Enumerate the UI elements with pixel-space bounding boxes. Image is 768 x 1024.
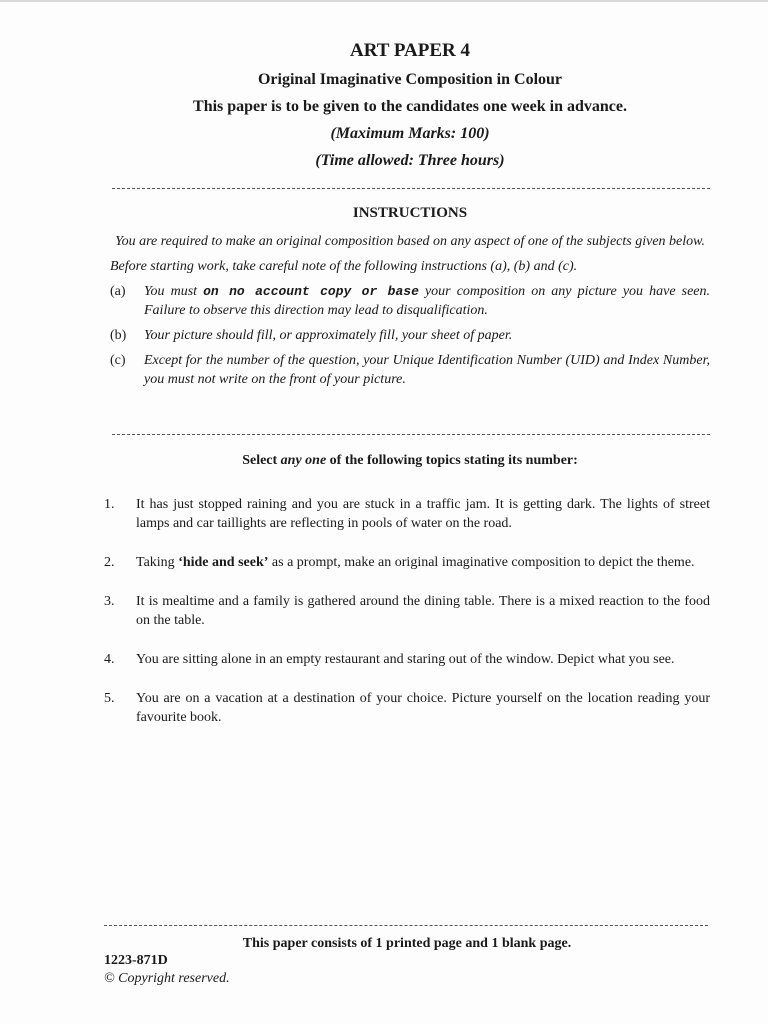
instruction-item-c	[110, 351, 710, 389]
advance-note: This paper is to be given to the candidates one week in advance.	[193, 98, 627, 115]
paper-subtitle: Original Imaginative Composition in Colour	[257, 71, 563, 88]
time-allowed: (Time allowed: Three hours)	[315, 152, 505, 169]
instructions-intro: You are required to make an original composition based on any aspect of one of the subjects given below.	[115, 234, 705, 249]
instruction-letter: (a)	[110, 284, 126, 299]
instruction-item-a	[110, 282, 710, 320]
page-top-edge	[0, 0, 768, 2]
topic-text-post: as a prompt, make an original imaginative composition to depict the theme.	[268, 555, 695, 570]
select-emphasis: any one	[280, 453, 327, 468]
topic-text	[136, 553, 710, 572]
instruction-text-pre: You must	[144, 284, 204, 299]
instruction-text: Except for the number of the question, your Unique Identification Number (UID) and Index Number, you must not write on the front of your picture.	[144, 353, 710, 387]
topic-text: You are on a vacation at a destination of your choice. Picture yourself on the location reading your favourite book.	[136, 691, 710, 725]
instructions-section	[110, 203, 710, 389]
topic-number: 1.	[104, 497, 115, 512]
select-pre: Select	[242, 453, 281, 468]
paper-header	[100, 38, 720, 174]
copyright-note: © Copyright reserved.	[104, 971, 230, 986]
topic-number: 4.	[104, 652, 115, 667]
divider-middle	[112, 434, 710, 435]
select-post: of the following topics stating its number:	[326, 453, 578, 468]
paper-code: 1223-871D	[104, 953, 168, 968]
topic-number: 5.	[104, 691, 115, 706]
instruction-text	[144, 282, 710, 320]
divider-top	[112, 188, 710, 189]
select-topic-line	[110, 451, 710, 471]
topic-item	[104, 495, 710, 533]
divider-bottom	[104, 925, 708, 926]
pages-note: This paper consists of 1 printed page and 1 blank page.	[242, 936, 572, 951]
instruction-item-b	[110, 326, 710, 345]
topic-item	[104, 689, 710, 727]
topic-text-pre: Taking	[136, 555, 179, 570]
instructions-heading: INSTRUCTIONS	[352, 205, 468, 221]
instruction-text-post: your composition on any picture you have seen. Failure to observe this direction may lead to disqualification.	[144, 284, 710, 318]
topic-text: It is mealtime and a family is gathered around the dining table. There is a mixed reaction to the food on the table.	[136, 594, 710, 628]
topic-text: It has just stopped raining and you are stuck in a traffic jam. It is getting dark. The lights of street lamps and car taillights are reflecting in pools of water on the road.	[136, 497, 710, 531]
topic-item	[104, 553, 710, 572]
instructions-before-start: Before starting work, take careful note of the following instructions (a), (b) and (c).	[110, 259, 578, 274]
instruction-text: Your picture should fill, or approximately fill, your sheet of paper.	[144, 328, 513, 343]
topic-text-emphasis: ‘hide and seek’	[178, 555, 269, 570]
instruction-text-emphasis: on no account copy or base	[203, 284, 419, 299]
topic-number: 3.	[104, 594, 115, 609]
topic-number: 2.	[104, 555, 115, 570]
topic-item	[104, 650, 710, 669]
instruction-letter: (c)	[110, 353, 126, 368]
max-marks: (Maximum Marks: 100)	[330, 125, 490, 142]
paper-title: ART PAPER 4	[349, 40, 471, 61]
topic-text: You are sitting alone in an empty restaurant and staring out of the window. Depict what you see.	[136, 652, 675, 667]
instruction-letter: (b)	[110, 328, 127, 343]
topic-item	[104, 592, 710, 630]
topic-list	[104, 495, 710, 747]
